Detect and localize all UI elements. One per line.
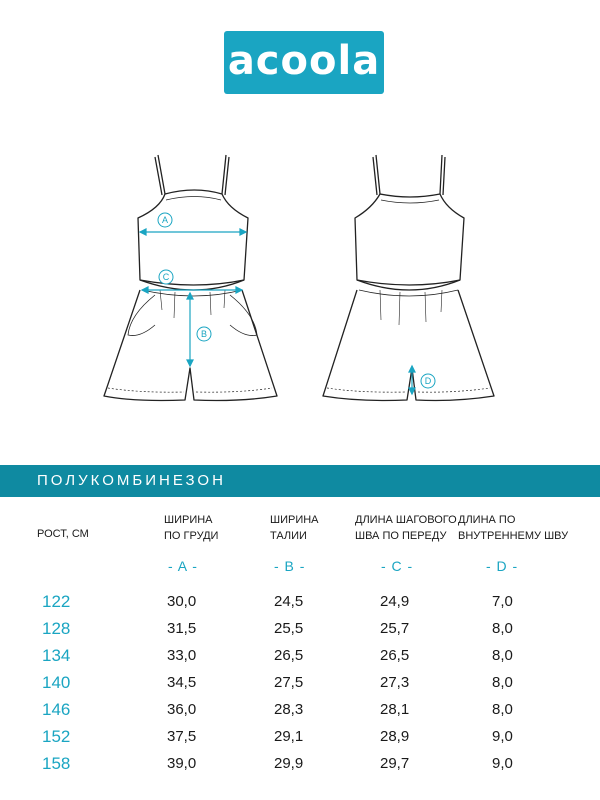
code-c: - C -	[381, 558, 414, 574]
cell-a: 33,0	[167, 647, 197, 664]
cell-c: 24,9	[380, 593, 410, 610]
table-row	[0, 592, 600, 619]
cell-b: 29,9	[274, 755, 304, 772]
header-c: ДЛИНА ШАГОВОГО ШВА ПО ПЕРЕДУ	[355, 514, 457, 542]
marker-d: D	[424, 376, 432, 386]
cell-b: 28,3	[274, 701, 304, 718]
cell-c: 27,3	[380, 674, 410, 691]
cell-d: 8,0	[492, 620, 513, 637]
table-row	[0, 700, 600, 727]
table-row	[0, 673, 600, 700]
cell-size: 140	[42, 673, 71, 692]
cell-a: 34,5	[167, 674, 197, 691]
cell-size: 122	[42, 592, 71, 611]
table-row	[0, 727, 600, 754]
cell-size: 152	[42, 727, 71, 746]
cell-a: 39,0	[167, 755, 197, 772]
measurement-markers	[158, 213, 435, 388]
cell-c: 29,7	[380, 755, 410, 772]
cell-d: 8,0	[492, 647, 513, 664]
cell-c: 28,1	[380, 701, 410, 718]
garment-diagram	[0, 130, 600, 420]
cell-size: 128	[42, 619, 71, 638]
cell-a: 30,0	[167, 593, 197, 610]
cell-d: 9,0	[492, 755, 513, 772]
marker-a: A	[161, 215, 169, 225]
cell-d: 8,0	[492, 701, 513, 718]
table-row	[0, 646, 600, 673]
cell-c: 28,9	[380, 728, 410, 745]
header-b: ШИРИНА ТАЛИИ	[270, 514, 319, 542]
table-row	[0, 619, 600, 646]
cell-b: 27,5	[274, 674, 304, 691]
header-d: ДЛИНА ПО ВНУТРЕННЕМУ ШВУ	[458, 514, 569, 542]
cell-d: 7,0	[492, 593, 513, 610]
table-banner	[0, 465, 600, 497]
cell-size: 134	[42, 646, 71, 665]
cell-d: 9,0	[492, 728, 513, 745]
cell-c: 26,5	[380, 647, 410, 664]
brand-logo	[224, 31, 384, 94]
brand-logo-text: acoola	[227, 37, 381, 84]
header-a: ШИРИНА ПО ГРУДИ	[164, 514, 219, 542]
cell-a: 37,5	[167, 728, 197, 745]
code-d: - D -	[486, 558, 519, 574]
cell-a: 36,0	[167, 701, 197, 718]
table-title: ПОЛУКОМБИНЕЗОН	[37, 472, 226, 489]
cell-b: 24,5	[274, 593, 304, 610]
code-a: - A -	[168, 558, 198, 574]
marker-c: C	[162, 272, 170, 282]
cell-a: 31,5	[167, 620, 197, 637]
cell-size: 146	[42, 700, 71, 719]
cell-b: 25,5	[274, 620, 304, 637]
cell-b: 26,5	[274, 647, 304, 664]
marker-b: B	[200, 329, 208, 339]
header-size: РОСТ, СМ	[37, 528, 89, 540]
cell-d: 8,0	[492, 674, 513, 691]
cell-b: 29,1	[274, 728, 304, 745]
cell-c: 25,7	[380, 620, 410, 637]
code-b: - B -	[274, 558, 306, 574]
table-row	[0, 754, 600, 781]
back-view	[323, 155, 494, 401]
cell-size: 158	[42, 754, 71, 773]
